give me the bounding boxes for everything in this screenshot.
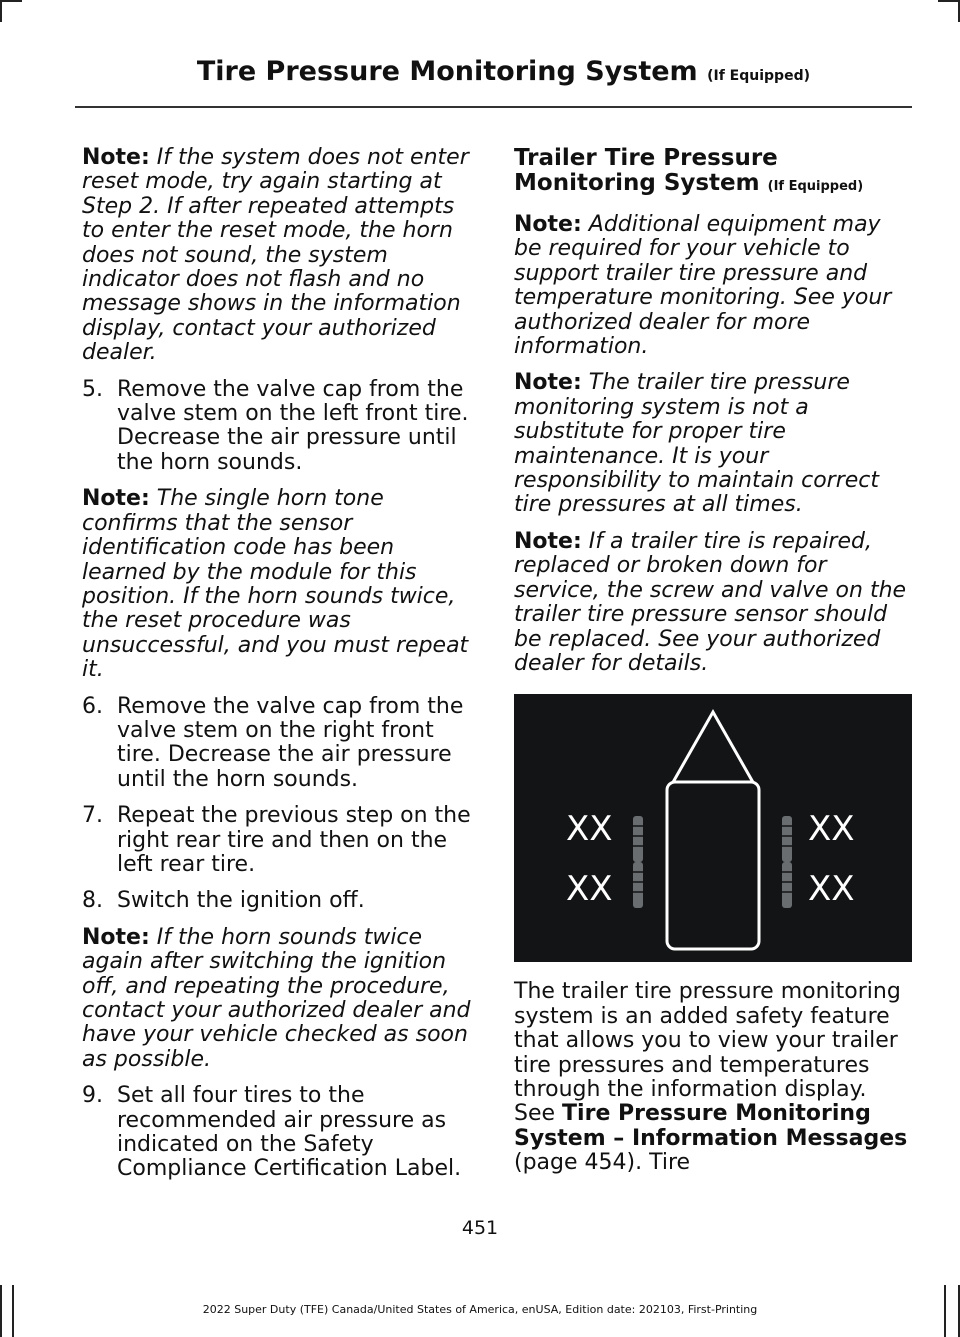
step-item: 7. Repeat the previous step on the right rear tire and then on the left rear tire. xyxy=(82,803,471,877)
page-number: 451 xyxy=(461,1217,499,1239)
step-item: 5. Remove the valve cap from the valve stem on the left front tire. Decrease the air pressure until the horn sounds. xyxy=(82,376,469,475)
step-item: 6. Remove the valve cap from the valve stem on the right front tire. Decrease the air pressure until the horn sounds. xyxy=(82,693,464,792)
tire-value-front-left: XX xyxy=(566,809,613,850)
note: Note: If a trailer tire is repaired, replaced or broken down for service, the screw and valve on the trailer tire pressure sensor should be replaced. See your authorized dealer for details. xyxy=(514,528,907,676)
step-item: 8. Switch the ignition off. xyxy=(82,888,365,914)
header-rule xyxy=(75,106,912,108)
tire-rear-left xyxy=(633,862,643,908)
right-column xyxy=(514,146,914,1188)
page-header xyxy=(197,56,810,87)
crop-mark xyxy=(938,0,960,2)
note: Note: Additional equipment may be required for your vehicle to support trailer tire pressure and temperature monitoring. See your authorized dealer for more information. xyxy=(514,212,892,360)
section-heading: Trailer Tire Pressure Monitoring System (If Equipped) xyxy=(514,145,864,196)
crop-mark xyxy=(0,0,2,22)
tire-value-rear-left: XX xyxy=(566,869,613,910)
note: Note: The trailer tire pressure monitoring system is not a substitute for proper tire maintenance. It is your responsibility to maintain correct tire pressures at all times. xyxy=(514,370,880,518)
tire-rear-right xyxy=(782,862,792,908)
note: Note: The single horn tone confirms that the sensor identification code has been learned by the module for this position. If the horn sounds twice, the reset procedure was unsuccessful, and you must repeat it. xyxy=(82,486,469,683)
tire-front-left xyxy=(633,816,643,862)
left-column xyxy=(82,146,477,1194)
trailer-hitch-triangle xyxy=(672,712,754,784)
header-qualifier: (If Equipped) xyxy=(707,68,810,84)
tire-value-rear-right: XX xyxy=(808,869,855,910)
tire-value-front-right: XX xyxy=(808,809,855,850)
body-paragraph: The trailer tire pressure monitoring system is an added safety feature that allows you to view your trailer tire pressures and temperatures through the information display. See Tire Pressure Monitoring System – Information Messages (page 454). Tire xyxy=(514,979,908,1176)
tire-front-right xyxy=(782,816,792,862)
crop-mark xyxy=(0,0,22,2)
edition-info: 2022 Super Duty (TFE) Canada/United States of America, enUSA, Edition date: 202103, First-Printing xyxy=(202,1303,758,1316)
step-item: 9. Set all four tires to the recommended air pressure as indicated on the Safety Compliance Certification Label. xyxy=(82,1083,462,1182)
header-title: Tire Pressure Monitoring System xyxy=(196,56,698,87)
trailer-tire-diagram xyxy=(514,694,912,962)
trailer-body xyxy=(667,782,759,949)
trailer-icon xyxy=(514,694,912,962)
note: Note: If the system does not enter reset mode, try again starting at Step 2. If after repeated attempts to enter the reset mode, the horn does not sound, the system indicator does not flash and no message shows in the information display, contact your authorized dealer. xyxy=(82,145,469,366)
note: Note: If the horn sounds twice again after switching the ignition off, and repeating the procedure, contact your authorized dealer and have your vehicle checked as soon as possible. xyxy=(82,924,471,1072)
cross-reference-link[interactable]: Tire Pressure Monitoring System – Information Messages xyxy=(514,1101,908,1151)
